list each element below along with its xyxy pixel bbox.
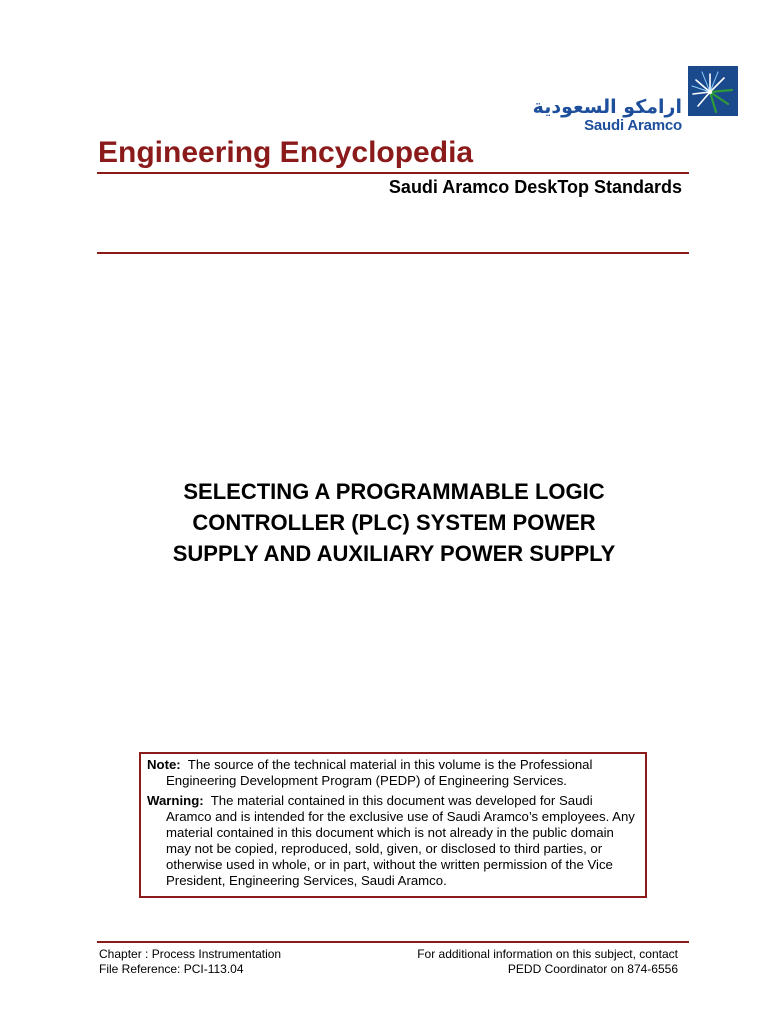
document-title xyxy=(98,476,690,569)
warning-text: The material contained in this document was developed for Saudi Aramco and is intended for the exclusive use of Saudi Aramco’s employees. Any material contained in this document which is not already in the public domain may not be copied, reproduced, sold, given, or disclosed to third parties, or otherwise used in whole, or in part, without the written permission of the Vice President, Engineering Services, Saudi Aramco. xyxy=(166,793,635,888)
document-title-line: SUPPLY AND AUXILIARY POWER SUPPLY xyxy=(172,541,616,566)
warning-paragraph xyxy=(147,793,635,889)
notice-box xyxy=(139,752,647,898)
page-title: Engineering Encyclopedia xyxy=(98,136,474,169)
document-title-line: CONTROLLER (PLC) SYSTEM POWER xyxy=(192,510,596,535)
page-subtitle: Saudi Aramco DeskTop Standards xyxy=(388,177,682,197)
document-title-line: SELECTING A PROGRAMMABLE LOGIC xyxy=(183,479,605,504)
aramco-star-logo-icon xyxy=(688,66,738,116)
logo-arabic-wordmark: ارامكو السعودية xyxy=(532,96,682,118)
warning-label: Warning: xyxy=(147,793,204,808)
footer-contact-line1: For additional information on this subject, contact xyxy=(417,947,678,961)
note-paragraph xyxy=(147,757,635,789)
note-label: Note: xyxy=(147,757,181,772)
logo-latin-wordmark: Saudi Aramco xyxy=(584,117,682,134)
title-divider xyxy=(97,172,689,174)
note-text: The source of the technical material in this volume is the Professional Engineering Development Program (PEDP) of Engineering Services. xyxy=(166,757,593,788)
footer-file-reference: File Reference: PCI-113.04 xyxy=(99,962,244,976)
footer-contact-line2: PEDD Coordinator on 874-6556 xyxy=(507,962,678,976)
header-divider xyxy=(97,252,689,254)
footer-left xyxy=(99,947,281,977)
footer-right xyxy=(380,947,678,977)
footer-chapter: Chapter : Process Instrumentation xyxy=(99,947,282,961)
footer-divider xyxy=(97,941,689,943)
